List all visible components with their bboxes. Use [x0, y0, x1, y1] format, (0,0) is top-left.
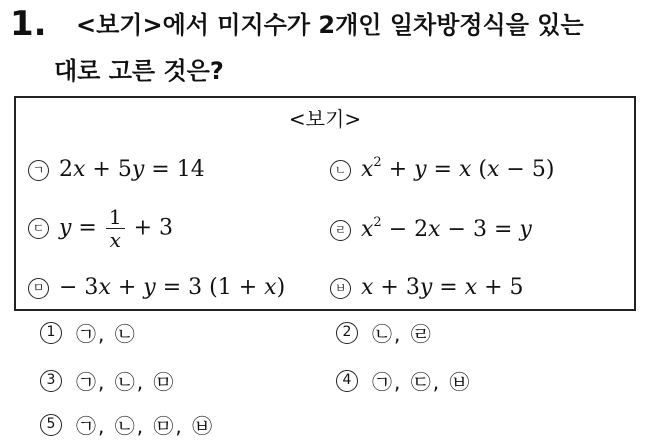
item-marker-3: ㄷ: [28, 218, 49, 239]
choice-number-1: 1: [40, 322, 62, 344]
choice-text-2: ㉡, ㉣: [372, 322, 433, 346]
item-marker-5: ㅁ: [28, 278, 49, 299]
example-box: [14, 96, 636, 311]
item-marker-4: ㄹ: [330, 220, 351, 241]
example-item-1: [28, 156, 205, 184]
answer-choice-1[interactable]: [40, 318, 137, 347]
example-item-6: [330, 274, 524, 302]
choice-number-3: 3: [40, 370, 62, 392]
choice-text-1: ㉠, ㉡: [76, 322, 137, 346]
example-item-2: [330, 156, 554, 184]
choice-text-5: ㉠, ㉡, ㉤, ㉥: [76, 414, 215, 438]
answer-choice-5[interactable]: [40, 410, 214, 439]
item-expression-1: 2x + 5y = 14: [59, 157, 205, 182]
example-item-5: [28, 274, 285, 302]
choice-text-3: ㉠, ㉡, ㉤: [76, 370, 176, 394]
answer-choice-2[interactable]: [336, 318, 433, 347]
item-expression-3: y = $\frac{1}{x}$ + 3: [59, 205, 174, 252]
example-item-4: [330, 216, 532, 244]
question-text-line2: 대로 고른 것은?: [54, 57, 224, 85]
item-expression-2: $x^2 + y = x$ (x − 5): [361, 155, 555, 182]
example-item-3: [28, 206, 173, 251]
item-expression-6: x + 3y = x + 5: [361, 275, 524, 300]
item-expression-5: − 3x + y = 3 (1 + x): [59, 275, 286, 300]
question-text-line1: <보기>에서 미지수가 2개인 일차방정식을 있는: [76, 11, 584, 39]
choice-number-4: 4: [336, 370, 358, 392]
question-number: 1.: [10, 4, 47, 44]
choice-number-5: 5: [40, 414, 62, 436]
choice-number-2: 2: [336, 322, 358, 344]
fraction: $\frac{1}{x}$: [106, 206, 125, 251]
choice-text-4: ㉠, ㉢, ㉥: [372, 370, 472, 394]
answer-choice-3[interactable]: [40, 366, 175, 395]
answer-choice-4[interactable]: [336, 366, 471, 395]
item-marker-6: ㅂ: [330, 278, 351, 299]
item-marker-2: ㄴ: [330, 160, 351, 181]
example-box-title: <보기>: [288, 107, 362, 131]
item-expression-4: $x^2 - 2x - 3 = y$: [361, 215, 532, 242]
item-marker-1: ㄱ: [28, 160, 49, 181]
